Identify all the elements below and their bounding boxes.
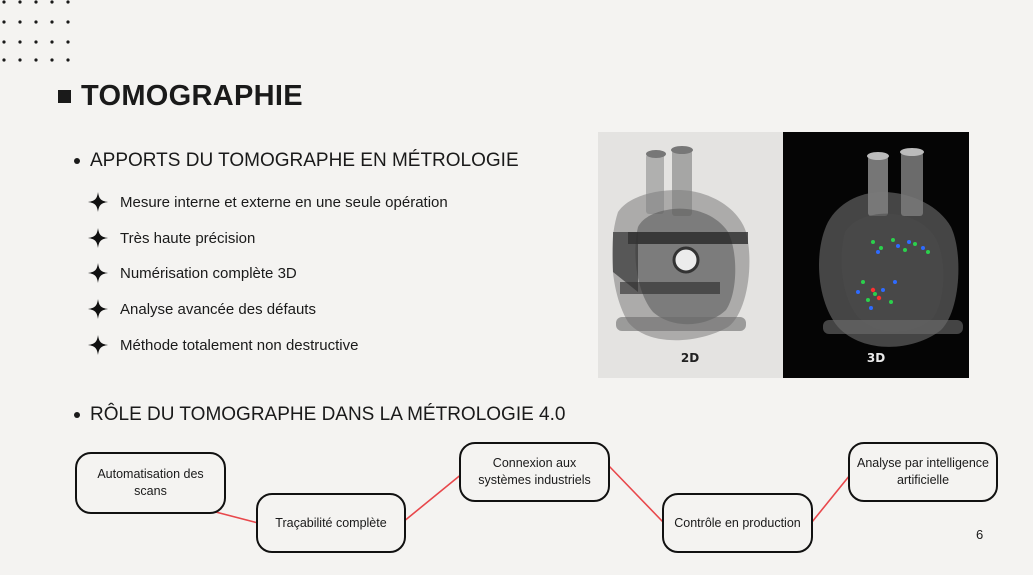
flow-node-analyse-ia — [848, 442, 998, 502]
page-number: 6 — [976, 527, 984, 542]
section-heading-text: APPORTS DU TOMOGRAPHE EN MÉTROLOGIE — [90, 150, 519, 171]
connector-line — [812, 475, 850, 522]
connector-line — [608, 465, 663, 522]
bullet-text: Numérisation complète 3D — [120, 264, 297, 282]
flow-node-controle — [662, 493, 813, 553]
flow-node-label: Automatisation des scans — [97, 467, 204, 498]
flow-node-connexion — [459, 442, 610, 502]
flow-node-label: Analyse par intelligence artificielle — [856, 456, 990, 487]
section-heading-text: RÔLE DU TOMOGRAPHE DANS LA MÉTROLOGIE 4.0 — [90, 404, 566, 425]
flow-node-label: Traçabilité complète — [275, 515, 387, 530]
connector-line — [403, 473, 463, 522]
flow-node-label: Contrôle en production — [674, 515, 801, 530]
label-2d: 2D — [680, 351, 700, 365]
flow-node-automatisation — [75, 452, 226, 514]
bullet-text: Analyse avancée des défauts — [120, 300, 316, 318]
bullet-text: Mesure interne et externe en une seule opération — [120, 193, 448, 211]
flow-node-label: Connexion aux systèmes industriels — [478, 456, 591, 487]
bullet-text: Très haute précision — [120, 229, 256, 247]
bullet-text: Méthode totalement non destructive — [120, 336, 359, 354]
label-3d: 3D — [866, 351, 886, 365]
flow-node-tracabilite — [256, 493, 406, 553]
slide-title-text: TOMOGRAPHIE — [81, 80, 303, 112]
